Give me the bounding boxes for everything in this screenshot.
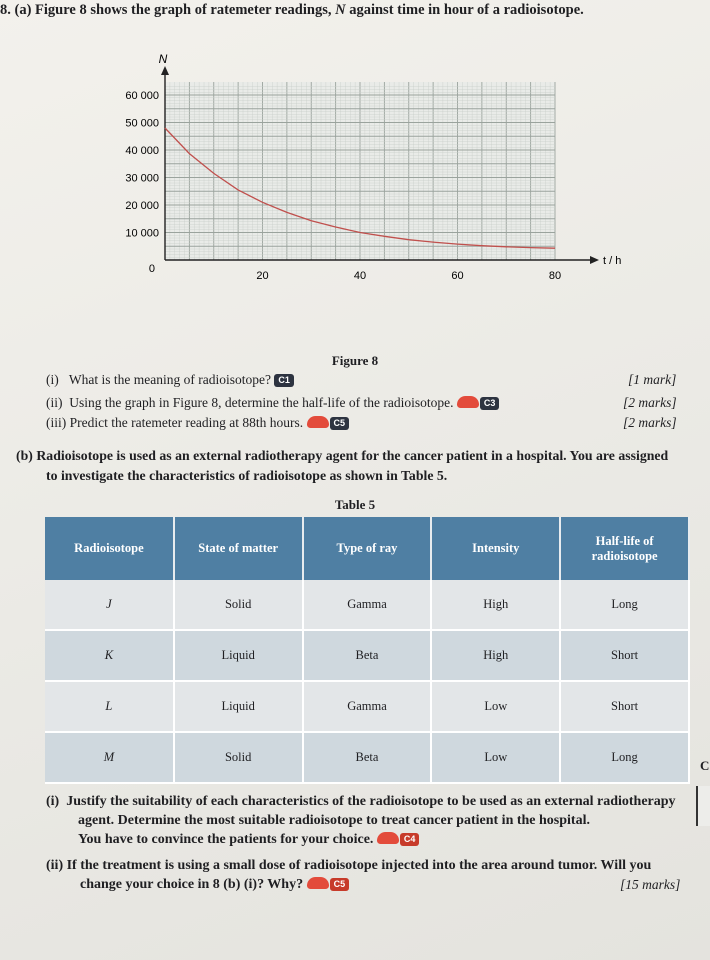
table-row [45,732,689,783]
question-a-iii [46,415,349,431]
y-axis-arrow [161,66,169,75]
sub-text: Using the graph in Figure 8, determine the half-life of the radioisotope. [69,395,454,410]
y-tick-label: 50 000 [125,117,159,130]
part-b-line2: to investigate the characteristics of radioisotope as shown in Table 5. [46,468,448,483]
marks-a-iii: [2 marks] [623,415,677,430]
part-b-line1: Radioisotope is used as an external radiotherapy agent for the cancer patient in a hospital. You are assigned [36,448,669,463]
table-5 [45,517,690,784]
c3-badge: C3 [480,397,500,410]
header-state: State of matter [174,517,303,580]
x-tick-label: 40 [353,270,367,282]
sub-text: What is the meaning of radioisotope? [68,372,271,387]
decay-chart [95,40,635,340]
y-tick-label: 20 000 [125,200,159,212]
c1-badge: C1 [274,374,294,387]
x-axis-label: t / h [603,255,622,267]
sub-line: Justify the suitability of each characteristics of the radioisotope to be used as an external radiotherapy [66,794,676,809]
intro-variable: N [335,2,346,18]
sub-text: Predict the ratemeter reading at 88th hours. [69,415,304,430]
part-b-intro [16,446,668,465]
header-intensity: Intensity [431,517,560,580]
cell: M [45,732,174,783]
part-b-label: (b) [16,448,33,463]
cell: Liquid [174,630,303,681]
cell: K [45,630,174,681]
table-caption: Table 5 [334,497,376,512]
cell: High [431,580,560,630]
cell: Gamma [303,580,432,630]
figure-caption: Figure 8 [331,353,379,368]
header-ray: Type of ray [303,517,432,580]
y-axis-label: N [158,52,168,66]
cell: Low [431,681,560,732]
cell: Short [560,681,689,732]
sub-line-wrap [46,875,651,894]
c4-badge: C4 [400,833,420,846]
cell: Long [560,580,689,630]
question-b-ii [46,856,651,894]
cell: Solid [174,580,303,630]
sub-label: (i) [46,372,59,387]
cell: Long [560,732,689,783]
figure-8-graph [95,40,635,340]
sub-label: (i) [46,794,60,809]
sub-line: If the treatment is using a small dose of radioisotope injected into the area around tumor. Will you [66,858,652,873]
y-tick-label: 30 000 [125,172,159,185]
cell: Solid [174,732,303,783]
brain-icon [457,396,479,408]
x-tick-label: 80 [548,270,562,282]
table-header-row [45,517,689,580]
brain-icon [307,416,329,428]
x-tick-label: 20 [256,270,269,282]
cell: High [431,630,560,681]
question-a-ii [46,395,499,411]
margin-mark: C [700,758,710,773]
sub-line: You have to convince the patients for your choice. [78,832,374,847]
y-tick-label: 0 [148,263,155,275]
question-number: 8. [0,2,11,18]
sub-line-wrap [46,830,676,849]
header-radioisotope: Radioisotope [45,517,174,580]
intro-text-after: against time in hour of a radioisotope. [349,2,584,18]
cell: Gamma [303,681,432,732]
table-row [45,630,689,681]
cell: J [45,580,174,630]
cell: Short [560,630,689,681]
cell: Beta [303,630,432,681]
table-row [45,681,689,732]
marks-a-i: [1 mark] [628,372,677,387]
y-tick-label: 40 000 [125,145,159,157]
intro-text-before: Figure 8 shows the graph of ratemeter readings, [35,2,332,18]
y-tick-label: 60 000 [125,90,159,102]
table-row [45,580,689,630]
x-tick-label: 60 [451,270,464,282]
sub-line: agent. Determine the most suitable radioisotope to treat cancer patient in the hospital. [78,813,590,828]
sub-line: change your choice in 8 (b) (i)? Why? [80,877,304,892]
cell: L [45,681,174,732]
brain-icon [307,877,329,889]
c5-badge: C5 [330,417,350,430]
y-tick-label: 10 000 [125,227,159,240]
part-a-label: (a) [14,2,32,18]
question-a-i [46,372,294,388]
cell: Liquid [174,681,303,732]
cell: Beta [303,732,432,783]
cell: Low [431,732,560,783]
brain-icon [377,832,399,844]
sub-label: (ii) [46,395,63,410]
header-half-life: Half-life of radioisotope [560,517,689,580]
question-b-i [46,792,676,849]
question-heading [0,2,584,19]
sticky-note [696,786,710,826]
c5-badge: C5 [330,878,350,891]
marks-a-ii: [2 marks] [623,395,677,410]
x-axis-arrow [590,256,599,264]
sub-label: (iii) [46,415,67,430]
marks-b: [15 marks] [620,877,681,892]
sub-label: (ii) [46,858,64,873]
